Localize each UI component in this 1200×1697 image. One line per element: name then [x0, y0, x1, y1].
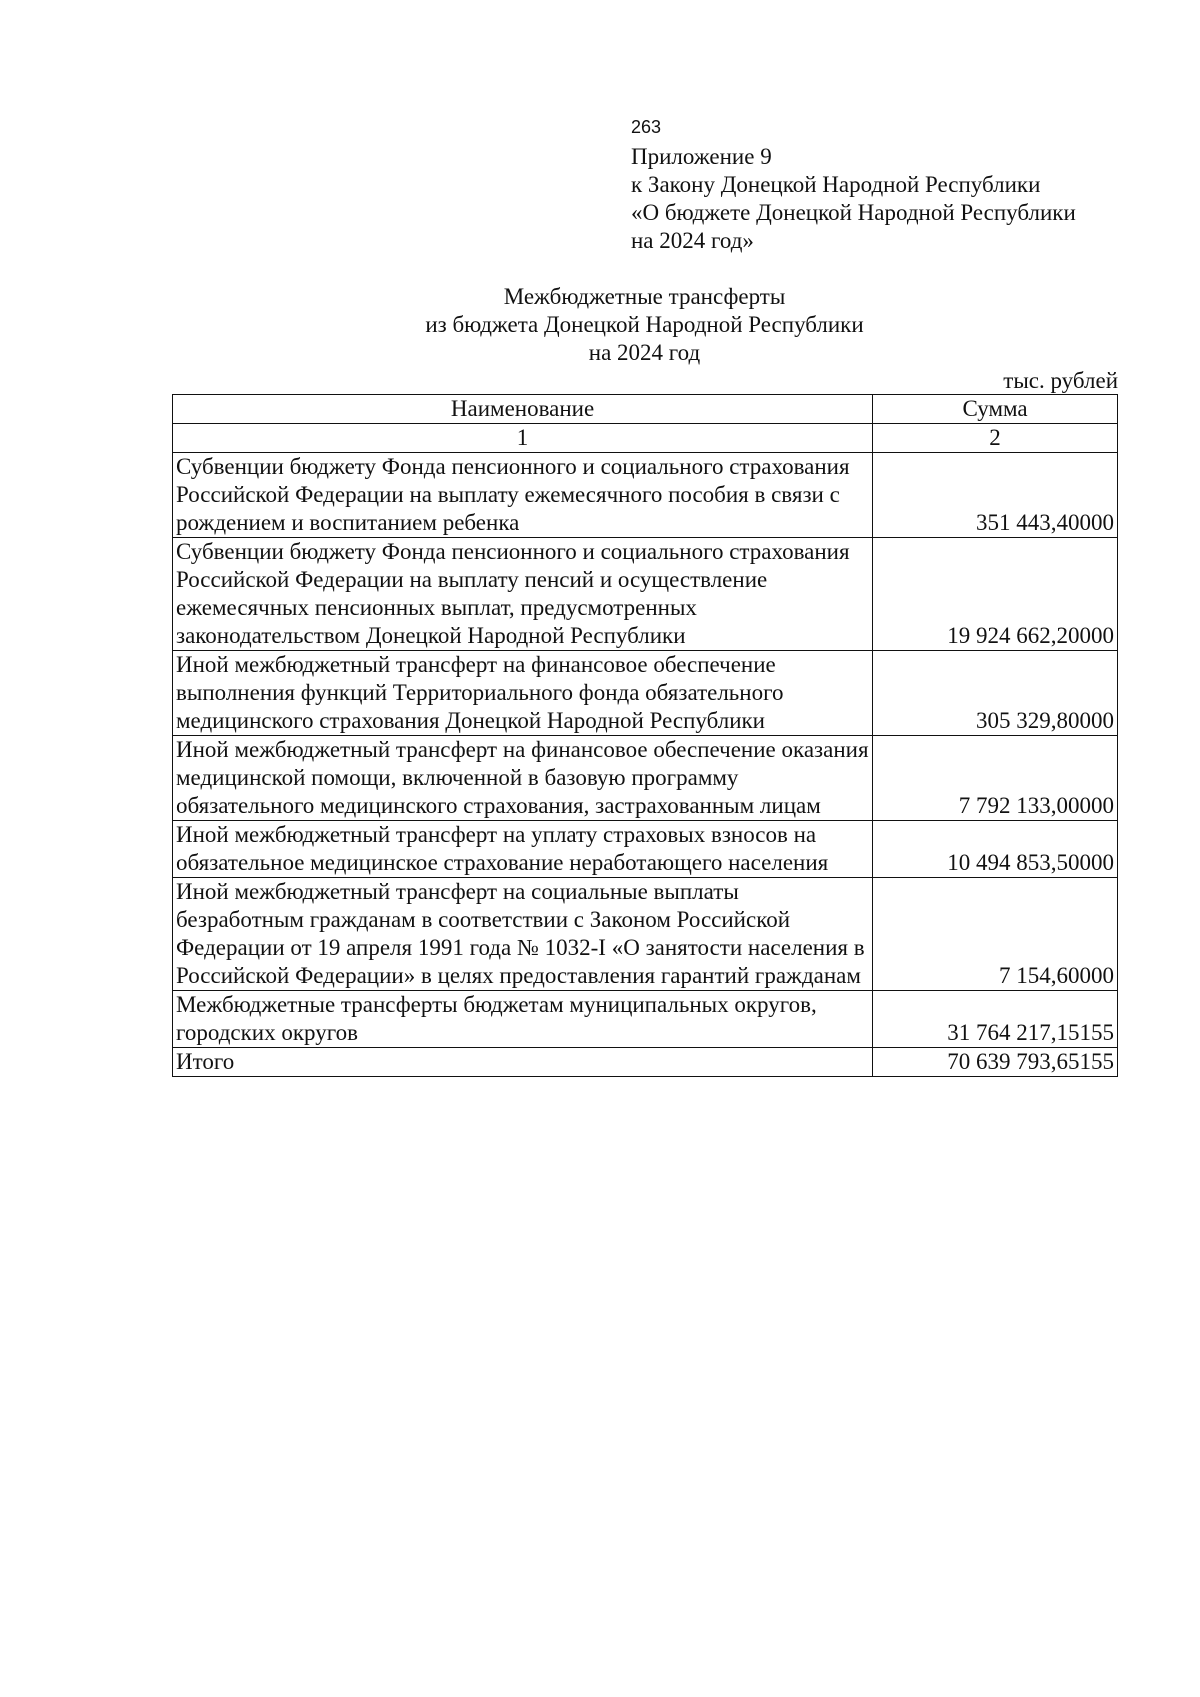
title-line: Межбюджетные трансферты — [503, 284, 786, 309]
row-sum: 31 764 217,15155 — [873, 991, 1118, 1048]
row-sum: 10 494 853,50000 — [873, 821, 1118, 878]
table-index-row — [173, 424, 1118, 453]
document-title — [172, 283, 1117, 367]
total-sum: 70 639 793,65155 — [873, 1048, 1118, 1077]
title-line: на 2024 год — [588, 340, 701, 365]
table-row — [173, 453, 1118, 538]
table-row — [173, 821, 1118, 878]
row-name: Иной межбюджетный трансферт на социальные выплаты безработным гражданам в соответствии с Законом Российской Федерации от 19 апреля 1991 года № 1032-I «О занятости населения в Российской Федерации» в целях предоставления гарантий гражданам — [173, 878, 873, 991]
index-sum: 2 — [873, 424, 1118, 453]
row-sum: 7 154,60000 — [873, 878, 1118, 991]
title-line: из бюджета Донецкой Народной Республики — [425, 312, 864, 337]
table-row — [173, 736, 1118, 821]
table-header-row — [173, 395, 1118, 424]
appendix-line: на 2024 год» — [631, 228, 754, 253]
row-name: Иной межбюджетный трансферт на финансовое обеспечение выполнения функций Территориального фонда обязательного медицинского страхования Донецкой Народной Республики — [173, 651, 873, 736]
table-row — [173, 538, 1118, 651]
row-sum: 351 443,40000 — [873, 453, 1118, 538]
header-sum: Сумма — [873, 395, 1118, 424]
row-sum: 7 792 133,00000 — [873, 736, 1118, 821]
appendix-line: Приложение 9 — [631, 144, 772, 169]
row-name: Межбюджетные трансферты бюджетам муниципальных округов, городских округов — [173, 991, 873, 1048]
row-name: Иной межбюджетный трансферт на финансовое обеспечение оказания медицинской помощи, включенной в базовую программу обязательного медицинского страхования, застрахованным лицам — [173, 736, 873, 821]
index-name: 1 — [173, 424, 873, 453]
table-total-row — [173, 1048, 1118, 1077]
row-sum: 19 924 662,20000 — [873, 538, 1118, 651]
header-name: Наименование — [173, 395, 873, 424]
units-label: тыс. рублей — [1003, 368, 1118, 393]
appendix-header — [631, 143, 1076, 255]
appendix-line: «О бюджете Донецкой Народной Республики — [631, 200, 1076, 225]
row-name: Субвенции бюджету Фонда пенсионного и социального страхования Российской Федерации на выплату пенсий и осуществление ежемесячных пенсионных выплат, предусмотренных законодательством Донецкой Народной Республики — [173, 538, 873, 651]
transfers-table — [172, 394, 1118, 1077]
page-number: 263 — [631, 117, 662, 137]
row-name: Иной межбюджетный трансферт на уплату страховых взносов на обязательное медицинское страхование неработающего населения — [173, 821, 873, 878]
row-sum: 305 329,80000 — [873, 651, 1118, 736]
total-name: Итого — [173, 1048, 873, 1077]
table-row — [173, 878, 1118, 991]
table-row — [173, 991, 1118, 1048]
appendix-line: к Закону Донецкой Народной Республики — [631, 172, 1041, 197]
table-row — [173, 651, 1118, 736]
row-name: Субвенции бюджету Фонда пенсионного и социального страхования Российской Федерации на выплату ежемесячного пособия в связи с рождением и воспитанием ребенка — [173, 453, 873, 538]
